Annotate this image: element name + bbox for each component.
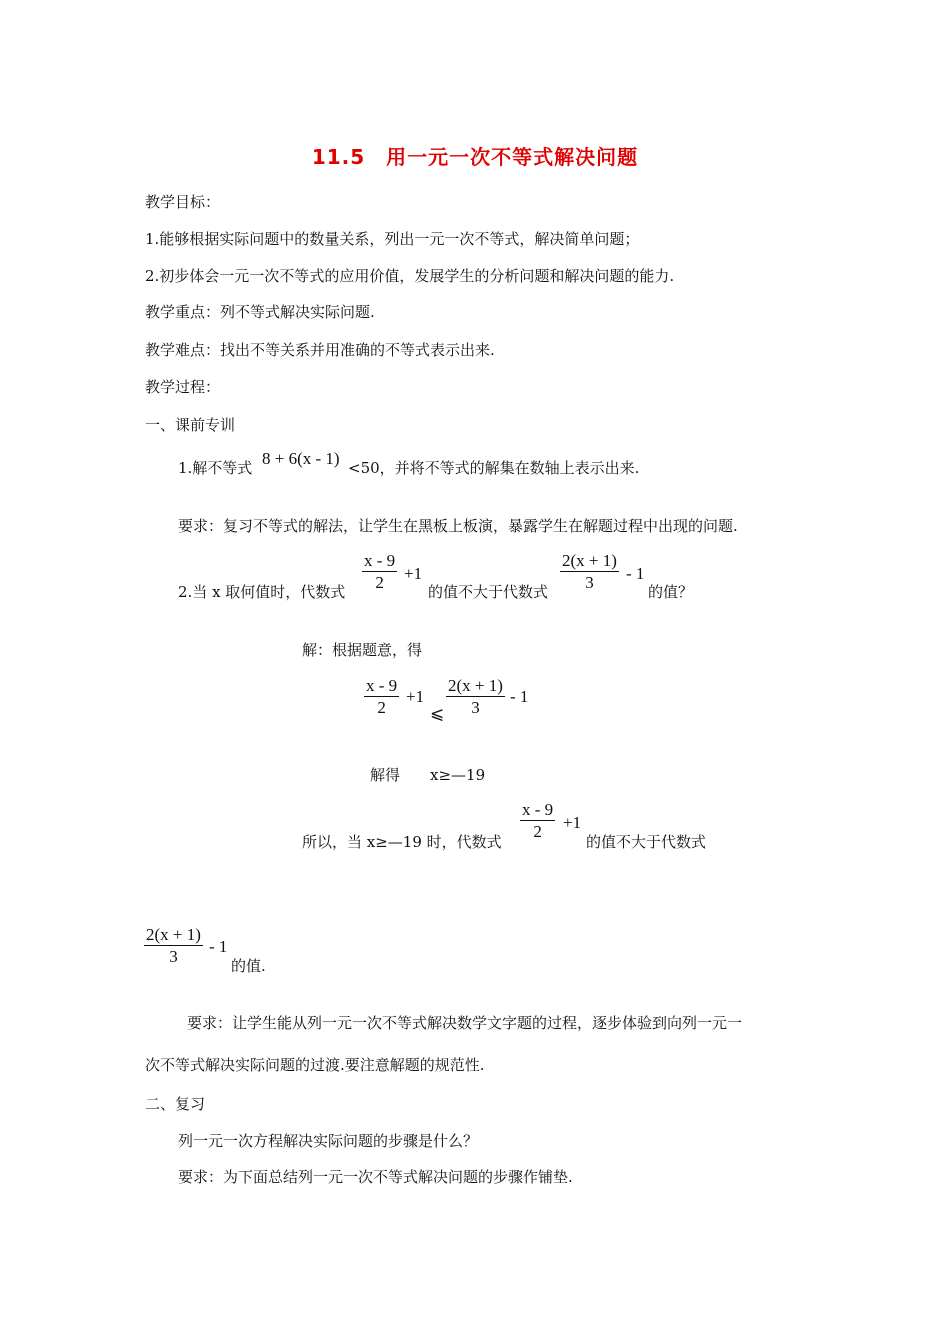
review-question: 列一元一次方程解决实际问题的步骤是什么？ bbox=[178, 1132, 479, 1150]
objectives-heading: 教学目标： bbox=[145, 193, 221, 211]
review-requirement: 要求：为下面总结列一元一次不等式解决问题的步骤作铺垫. bbox=[178, 1168, 573, 1186]
q2-prefix: 2.当 x 取何值时，代数式 bbox=[178, 583, 346, 601]
page-title: 11.5 用一元一次不等式解决问题 bbox=[311, 145, 639, 169]
fraction-b-denominator: 3 bbox=[471, 698, 480, 717]
key-point: 教学重点：列不等式解决实际问题. bbox=[145, 303, 375, 321]
fraction-b bbox=[560, 551, 619, 594]
q2-requirement-line2: 次不等式解决实际问题的过渡.要注意解题的规范性. bbox=[145, 1056, 485, 1074]
conclusion-fraction-a bbox=[520, 800, 555, 843]
fraction-a-denominator: 2 bbox=[375, 573, 384, 592]
q1-expression: 8 + 6(x - 1) bbox=[262, 449, 340, 468]
fraction-b-numerator: 2(x + 1) bbox=[562, 551, 617, 570]
conclusion-suffix: 的值不大于代数式 bbox=[586, 833, 707, 851]
fraction-a-numerator: x - 9 bbox=[522, 800, 554, 819]
q1-requirement: 要求：复习不等式的解法，让学生在黑板上板演，暴露学生在解题过程中出现的问题. bbox=[178, 517, 738, 535]
fraction-b-tail: - 1 bbox=[209, 937, 228, 956]
fraction-a-denominator: 2 bbox=[533, 822, 542, 841]
q2-requirement-line1: 要求：让学生能从列一元一次不等式解决数学文字题的过程，逐步体验到向列一元一 bbox=[187, 1014, 743, 1032]
solve-label: 解得 bbox=[370, 766, 401, 784]
conclusion-fraction-b bbox=[144, 925, 203, 968]
objective-1: 1.能够根据实际问题中的数量关系，列出一元一次不等式，解决简单问题； bbox=[145, 230, 640, 248]
fraction-b-denominator: 3 bbox=[169, 947, 178, 966]
fraction-b-tail: - 1 bbox=[626, 564, 645, 583]
fraction-b-numerator: 2(x + 1) bbox=[448, 676, 503, 695]
fraction-b-denominator: 3 bbox=[585, 573, 594, 592]
q1-suffix: <50，并将不等式的解集在数轴上表示出来. bbox=[348, 459, 640, 477]
fraction-a-tail: +1 bbox=[404, 564, 423, 583]
section-2-heading: 二、复习 bbox=[145, 1095, 206, 1113]
fraction-a bbox=[362, 551, 397, 594]
fraction-a-denominator: 2 bbox=[377, 698, 386, 717]
solution-fraction-a bbox=[364, 676, 399, 719]
conclusion-end: 的值. bbox=[231, 957, 266, 975]
fraction-a-tail: +1 bbox=[406, 687, 425, 706]
fraction-a-tail: +1 bbox=[563, 813, 582, 832]
fraction-b-numerator: 2(x + 1) bbox=[146, 925, 201, 944]
solution-intro: 解：根据题意，得 bbox=[302, 641, 423, 659]
difficulty: 教学难点：找出不等关系并用准确的不等式表示出来. bbox=[145, 341, 495, 359]
solution-fraction-b bbox=[446, 676, 505, 719]
section-1-heading: 一、课前专训 bbox=[145, 416, 236, 434]
conclusion-prefix: 所以，当 x≥—19 时，代数式 bbox=[302, 833, 502, 851]
q2-end: 的值？ bbox=[648, 583, 694, 601]
fraction-a-numerator: x - 9 bbox=[366, 676, 398, 695]
process-heading: 教学过程： bbox=[145, 378, 221, 396]
solve-result: x≥—19 bbox=[430, 766, 486, 784]
fraction-a-numerator: x - 9 bbox=[364, 551, 396, 570]
objective-2: 2.初步体会一元一次不等式的应用价值，发展学生的分析问题和解决问题的能力. bbox=[145, 267, 675, 285]
q2-mid: 的值不大于代数式 bbox=[428, 583, 549, 601]
q1-prefix: 1.解不等式 bbox=[178, 459, 253, 477]
leq-sign: ⩽ bbox=[430, 704, 445, 723]
fraction-b-tail: - 1 bbox=[510, 687, 529, 706]
